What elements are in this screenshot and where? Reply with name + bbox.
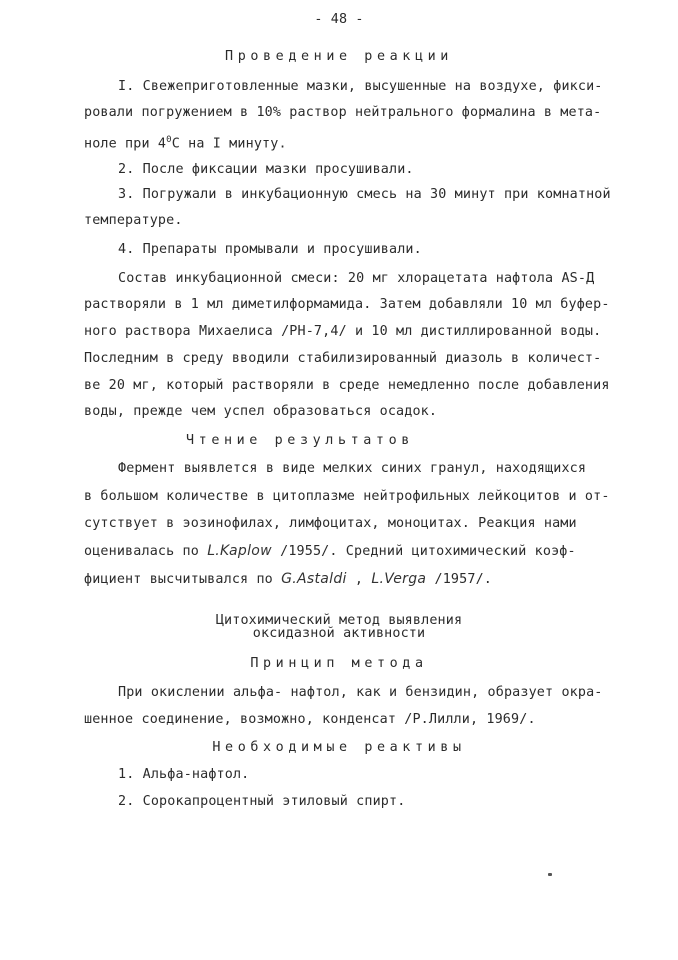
results-line-4: оценивалась по L.Kaplow /1955/. Средний цитохимический коэф- bbox=[84, 543, 576, 559]
method-title-line-1: Цитохимический метод выявления bbox=[215, 613, 463, 628]
section-heading-procedure: Проведение реакции bbox=[225, 49, 453, 64]
step-3-line-2: температуре. bbox=[84, 213, 183, 228]
step-2: 2. После фиксации мазки просушивали. bbox=[118, 162, 414, 177]
reagent-2: 2. Сорокапроцентный этиловый спирт. bbox=[118, 794, 406, 809]
section-heading-results: Чтение результатов bbox=[186, 433, 414, 448]
step-1-line-1: I. Свежеприготовленные мазки, высушенные на воздухе, фикси- bbox=[118, 79, 603, 94]
composition-line-3: ного раствора Михаелиса /РН-7,4/ и 10 мл дистиллированной воды. bbox=[84, 324, 602, 339]
ink-speck bbox=[548, 873, 552, 876]
step-4: 4. Препараты промывали и просушивали. bbox=[118, 242, 422, 257]
composition-line-4: Последним в среду вводили стабилизированный диазоль в количест- bbox=[84, 351, 602, 366]
results-line-3: сутствует в эозинофилах, лимфоцитах, моноцитах. Реакция нами bbox=[84, 516, 577, 531]
principle-line-2: шенное соединение, возможно, конденсат /Р.Лилли, 1969/. bbox=[84, 712, 536, 727]
composition-line-1: Состав инкубационной смеси: 20 мг хлорацетата нафтола AS-Д bbox=[118, 271, 595, 286]
author-verga: L.Verga bbox=[371, 571, 427, 587]
method-title-line-2: оксидазной активности bbox=[252, 626, 426, 641]
author-kaplow: L.Kaplow bbox=[207, 543, 272, 559]
step-1-line-3: ноле при $4^0С$ на I минуту. bbox=[84, 135, 287, 152]
reagent-1: 1. Альфа-нафтол. bbox=[118, 767, 250, 782]
section-heading-principle: Принцип метода bbox=[250, 656, 428, 671]
results-line-1: Фермент выявлется в виде мелких синих гранул, находящихся bbox=[118, 461, 587, 476]
author-astaldi: G.Astaldi bbox=[281, 571, 347, 587]
composition-line-2: растворяли в 1 мл диметилформамида. Затем добавляли 10 мл буфер- bbox=[84, 297, 610, 312]
section-heading-reagents: Необходимые реактивы bbox=[212, 740, 466, 755]
results-line-5: фициент высчитывался по G.Astaldi , L.Verga /1957/. bbox=[84, 571, 492, 587]
principle-line-1: При окислении альфа- нафтол, как и бензидин, образует окра- bbox=[118, 685, 603, 700]
composition-line-5: ве 20 мг, который растворяли в среде немедленно после добавления bbox=[84, 378, 610, 393]
page-number: - 48 - bbox=[314, 12, 364, 27]
step-3-line-1: 3. Погружали в инкубационную смесь на 30 минут при комнатной bbox=[118, 187, 611, 202]
results-line-2: в большом количестве в цитоплазме нейтрофильных лейкоцитов и от- bbox=[84, 489, 610, 504]
composition-line-6: воды, прежде чем успел образоваться осадок. bbox=[84, 404, 438, 419]
step-1-line-2: ровали погружением в 10% раствор нейтрального формалина в мета- bbox=[84, 105, 602, 120]
